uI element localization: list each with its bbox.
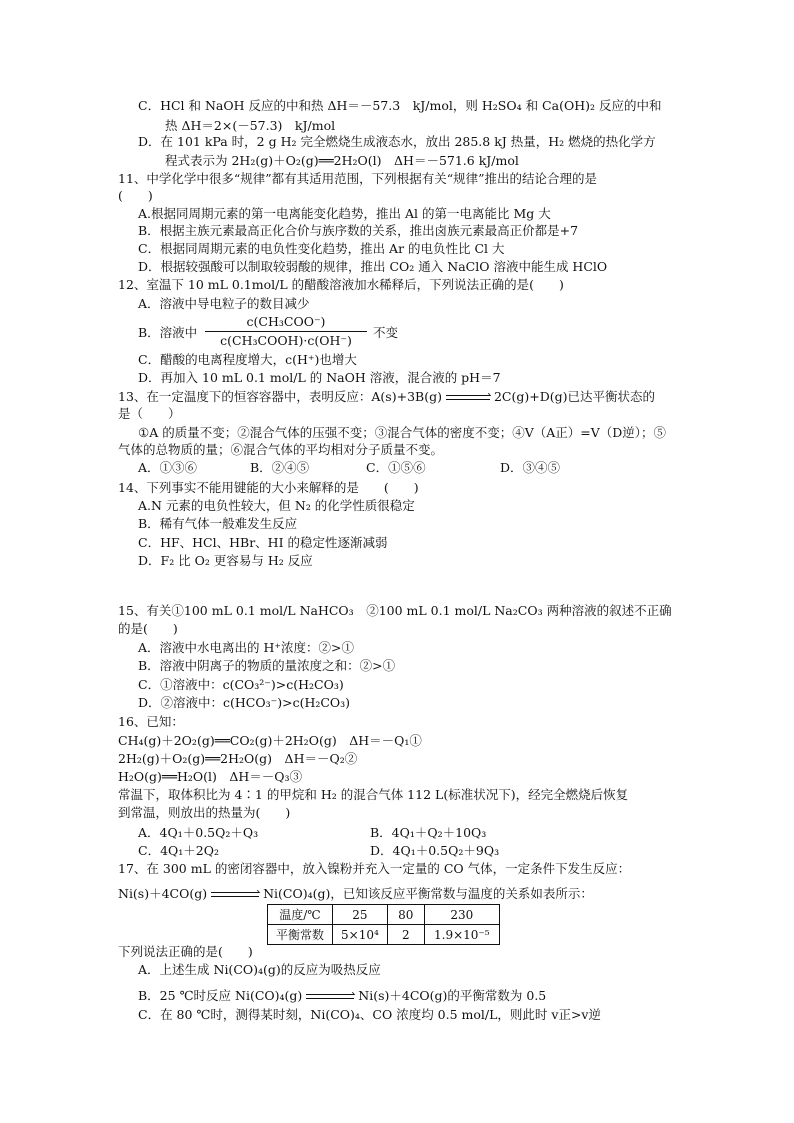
q17-ask: 下列说法正确的是( ) bbox=[118, 944, 253, 959]
q12-option-b-prefix: B．溶液中 bbox=[138, 325, 198, 340]
q17-option-b-left: B．25 ℃时反应 Ni(CO)₄(g) bbox=[138, 988, 303, 1003]
q11-stem: 11、中学化学中很多“规律”都有其适用范围，下列根据有关“规律”推出的结论合理的是 bbox=[118, 171, 597, 186]
q12-option-c: C．醋酸的电离程度增大，c(H⁺)也增大 bbox=[138, 352, 357, 367]
q13-stem bbox=[118, 389, 655, 405]
fraction-bar bbox=[205, 331, 367, 332]
q12-stem: 12、室温下 10 mL 0.1mol/L 的醋酸溶液加水稀释后，下列说法正确的是( ) bbox=[118, 277, 564, 292]
q15-option-a: A．溶液中水电离出的 H⁺浓度：②>① bbox=[138, 640, 354, 655]
q15-option-d: D．②溶液中：c(HCO₃⁻)>c(H₂CO₃) bbox=[138, 695, 351, 710]
q17-option-b-right: Ni(s)＋4CO(g)的平衡常数为 0.5 bbox=[358, 988, 547, 1003]
q12-fraction-denominator: c(CH₃COOH)·c(OH⁻) bbox=[220, 333, 352, 348]
equilibrium-arrow-icon bbox=[446, 393, 490, 403]
q13-items-line2: 气体的总物质的量；⑥混合气体的平均相对分子质量不变。 bbox=[118, 442, 444, 457]
q17-equation-left: Ni(s)＋4CO(g) bbox=[118, 886, 208, 901]
q12-fraction bbox=[205, 314, 367, 350]
table-cell: 平衡常数 bbox=[268, 925, 333, 945]
equilibrium-arrow-icon bbox=[211, 890, 259, 900]
q13-stem-line2: 是（ ） bbox=[118, 406, 181, 421]
q12-option-b-suffix: 不变 bbox=[373, 325, 399, 340]
q17-option-c: C．在 80 ℃时，测得某时刻，Ni(CO)₄、CO 浓度均 0.5 mol/L，则此时 v正>v逆 bbox=[138, 1007, 601, 1022]
q17-option-a: A．上述生成 Ni(CO)₄(g)的反应为吸热反应 bbox=[138, 962, 381, 977]
table-cell: 80 bbox=[387, 905, 424, 925]
q11-option-a: A.根据同周期元素的第一电离能变化趋势，推出 Al 的第一电离能比 Mg 大 bbox=[138, 206, 551, 221]
q12-fraction-numerator: c(CH₃COO⁻) bbox=[246, 314, 326, 329]
q11-option-d: D．根据较强酸可以制取较弱酸的规律，推出 CO₂ 通入 NaClO 溶液中能生成 HClO bbox=[138, 259, 608, 274]
q16-equation-1: CH₄(g)＋2O₂(g)══CO₂(g)＋2H₂O(g) ΔH＝－Q₁① bbox=[118, 733, 422, 748]
q11-option-c: C．根据同周期元素的电负性变化趋势，推出 Ar 的电负性比 Cl 大 bbox=[138, 241, 505, 256]
table-cell: 230 bbox=[424, 905, 499, 925]
q14-option-a: A.N 元素的电负性较大，但 N₂ 的化学性质很稳定 bbox=[138, 498, 415, 513]
q16-option-b: B．4Q₁＋Q₂＋10Q₃ bbox=[370, 825, 487, 840]
q17-stem: 17、在 300 mL 的密闭容器中，放入镍粉并充入一定量的 CO 气体，一定条件下发生反应： bbox=[118, 861, 631, 876]
table-cell: 25 bbox=[333, 905, 388, 925]
q12-option-d: D．再加入 10 mL 0.1 mol/L 的 NaOH 溶液，混合液的 pH＝7 bbox=[138, 370, 501, 385]
q11-paren: ( ) bbox=[118, 188, 153, 203]
q11-option-b: B．根据主族元素最高正化合价与族序数的关系，推出卤族元素最高正价都是+7 bbox=[138, 223, 579, 238]
q15-stem-line1: 15、有关①100 mL 0.1 mol/L NaHCO₃ ②100 mL 0.1 mol/L Na₂CO₃ 两种溶液的叙述不正确 bbox=[118, 603, 672, 618]
q13-option-c: C．①⑤⑥ bbox=[366, 460, 426, 475]
q10-option-c-line2: 热 ΔH＝2×(－57.3) kJ/mol bbox=[165, 118, 336, 133]
q14-option-b: B．稀有气体一般难发生反应 bbox=[138, 516, 298, 531]
table-cell: 5×10⁴ bbox=[333, 925, 388, 945]
q10-option-d-line1: D．在 101 kPa 时，2 g H₂ 完全燃烧生成液态水，放出 285.8 kJ 热量，H₂ 燃烧的热化学方 bbox=[138, 134, 656, 149]
q13-option-d: D．③④⑤ bbox=[500, 460, 561, 475]
q14-option-c: C．HF、HCl、HBr、HI 的稳定性逐渐减弱 bbox=[138, 535, 388, 550]
q10-option-c-line1: C．HCl 和 NaOH 反应的中和热 ΔH＝－57.3 kJ/mol，则 H₂SO₄ 和 Ca(OH)₂ 反应的中和 bbox=[138, 98, 662, 113]
table-cell: 温度/℃ bbox=[268, 905, 333, 925]
q16-option-d: D．4Q₁＋0.5Q₂＋9Q₃ bbox=[370, 843, 500, 858]
q16-stem: 16、已知： bbox=[118, 714, 184, 729]
q13-option-b: B．②④⑤ bbox=[250, 460, 310, 475]
q15-option-c: C．①溶液中：c(CO₃²⁻)>c(H₂CO₃) bbox=[138, 677, 344, 692]
q15-stem-line2: 的是( ) bbox=[118, 621, 178, 636]
table-row bbox=[268, 905, 500, 925]
q16-equation-2: 2H₂(g)＋O₂(g)══2H₂O(g) ΔH＝－Q₂② bbox=[118, 751, 358, 766]
table-row bbox=[268, 925, 500, 945]
q17-option-b bbox=[138, 988, 546, 1004]
q13-stem-right: 2C(g)+D(g)已达平衡状态的 bbox=[493, 389, 655, 404]
equilibrium-constant-table bbox=[267, 904, 500, 945]
table-cell: 2 bbox=[387, 925, 424, 945]
q16-option-c: C．4Q₁＋2Q₂ bbox=[138, 843, 219, 858]
q15-option-b: B．溶液中阴离子的物质的量浓度之和：②>① bbox=[138, 658, 396, 673]
q16-body-line1: 常温下，取体积比为 4∶1 的甲烷和 H₂ 的混合气体 112 L(标准状况下)，经完全燃烧后恢复 bbox=[118, 787, 629, 802]
q16-body-line2: 到常温，则放出的热量为( ) bbox=[118, 805, 291, 820]
q13-items-line1: ①A 的质量不变；②混合气体的压强不变；③混合气体的密度不变；④V（A正）=V（D逆）；⑤ bbox=[138, 425, 667, 440]
q17-equation-right: Ni(CO)₄(g)，已知该反应平衡常数与温度的关系如表所示： bbox=[263, 886, 593, 901]
q16-equation-3: H₂O(g)══H₂O(l) ΔH＝－Q₃③ bbox=[118, 769, 303, 784]
q14-stem: 14、下列事实不能用键能的大小来解释的是 ( ) bbox=[118, 480, 419, 495]
q13-option-a: A．①③⑥ bbox=[138, 460, 198, 475]
q10-option-d-line2: 程式表示为 2H₂(g)＋O₂(g)══2H₂O(l) ΔH＝－571.6 kJ/mol bbox=[165, 153, 519, 168]
q17-equation bbox=[118, 886, 593, 902]
q12-option-a: A．溶液中导电粒子的数目减少 bbox=[138, 296, 310, 311]
q13-stem-left: 13、在一定温度下的恒容容器中，表明反应：A(s)+3B(g) bbox=[118, 389, 442, 404]
q16-option-a: A．4Q₁＋0.5Q₂＋Q₃ bbox=[138, 825, 259, 840]
equilibrium-arrow-icon bbox=[306, 992, 354, 1002]
q14-option-d: D．F₂ 比 O₂ 更容易与 H₂ 反应 bbox=[138, 553, 313, 568]
table-cell: 1.9×10⁻⁵ bbox=[424, 925, 499, 945]
